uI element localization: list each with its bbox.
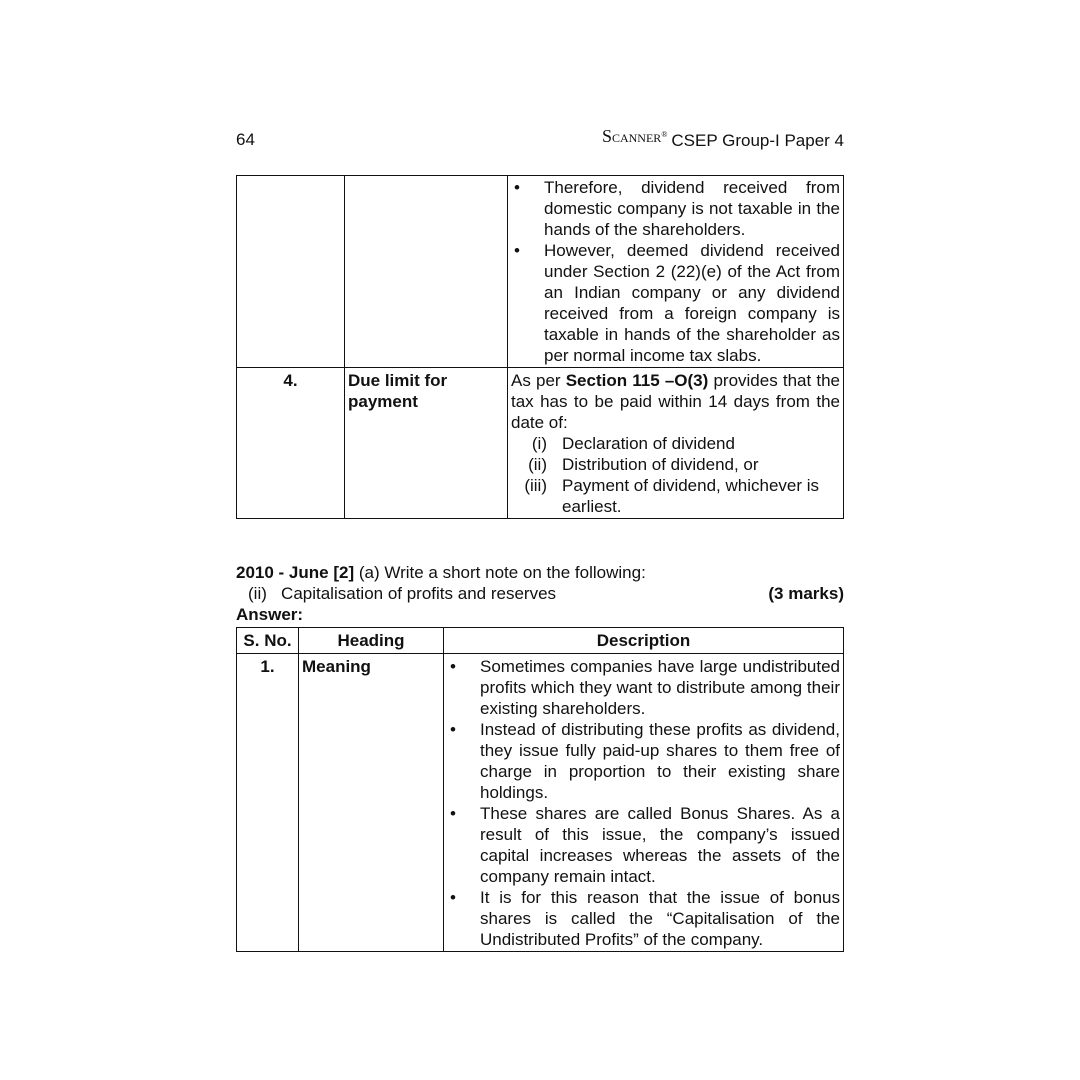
answer-table xyxy=(236,627,844,952)
list-item: • It is for this reason that the issue of bonus shares is called the “Capitalisation of the Undistributed Profits” of the company. xyxy=(447,887,840,950)
row-description xyxy=(508,368,844,519)
row-number: 1. xyxy=(237,654,299,952)
empty-cell xyxy=(237,176,345,368)
list-item: • These shares are called Bonus Shares. As a result of this issue, the company’s issued capital increases whereas the assets of the company remain intact. xyxy=(447,803,840,887)
row-description xyxy=(444,654,844,952)
numbered-list xyxy=(511,433,840,517)
list-item: • Instead of distributing these profits as dividend, they issue fully paid-up shares to them free of charge in proportion to their existing share holdings. xyxy=(447,719,840,803)
list-item: • However, deemed dividend received under Section 2 (22)(e) of the Act from an Indian company or any dividend received from a foreign company is taxable in hands of the shareholder as per normal income tax slabs. xyxy=(511,240,840,366)
list-item: (iii) Payment of dividend, whichever is earliest. xyxy=(524,476,820,516)
column-header-sno: S. No. xyxy=(237,628,299,654)
list-item: (i) Declaration of dividend xyxy=(531,434,735,453)
table-row xyxy=(237,654,844,952)
table-row xyxy=(237,176,844,368)
row-heading: Due limit for payment xyxy=(345,368,508,519)
table-header-row xyxy=(237,628,844,654)
book-title: CSEP Group-I Paper 4 xyxy=(671,131,844,150)
bullet-list xyxy=(447,656,840,950)
continuation-cell xyxy=(508,176,844,368)
column-header-description: Description xyxy=(444,628,844,654)
list-item: (ii) Distribution of dividend, or xyxy=(528,455,759,474)
running-title xyxy=(601,126,844,151)
list-item: • Sometimes companies have large undistributed profits which they want to distribute among their existing shareholders. xyxy=(447,656,840,719)
bullet-list xyxy=(511,177,840,366)
question-subitem: (ii) Capitalisation of profits and reserves (3 marks) xyxy=(248,584,844,603)
page-number: 64 xyxy=(236,130,255,149)
row-number: 4. xyxy=(237,368,345,519)
dividend-table-continuation xyxy=(236,175,844,519)
list-item: • Therefore, dividend received from domestic company is not taxable in the hands of the shareholders. xyxy=(511,177,840,240)
question-line: 2010 - June [2] (a) Write a short note on the following: xyxy=(236,563,646,582)
row-heading: Meaning xyxy=(299,654,444,952)
page-header xyxy=(236,128,844,152)
empty-cell xyxy=(345,176,508,368)
table-row xyxy=(237,368,844,519)
scanner-logo: SCANNER® xyxy=(601,126,668,146)
marks-label: (3 marks) xyxy=(768,584,844,603)
column-header-heading: Heading xyxy=(299,628,444,654)
description-text: As per Section 115 –O(3) provides that the tax has to be paid within 14 days from the date of: xyxy=(511,371,841,432)
answer-label: Answer: xyxy=(236,605,304,624)
